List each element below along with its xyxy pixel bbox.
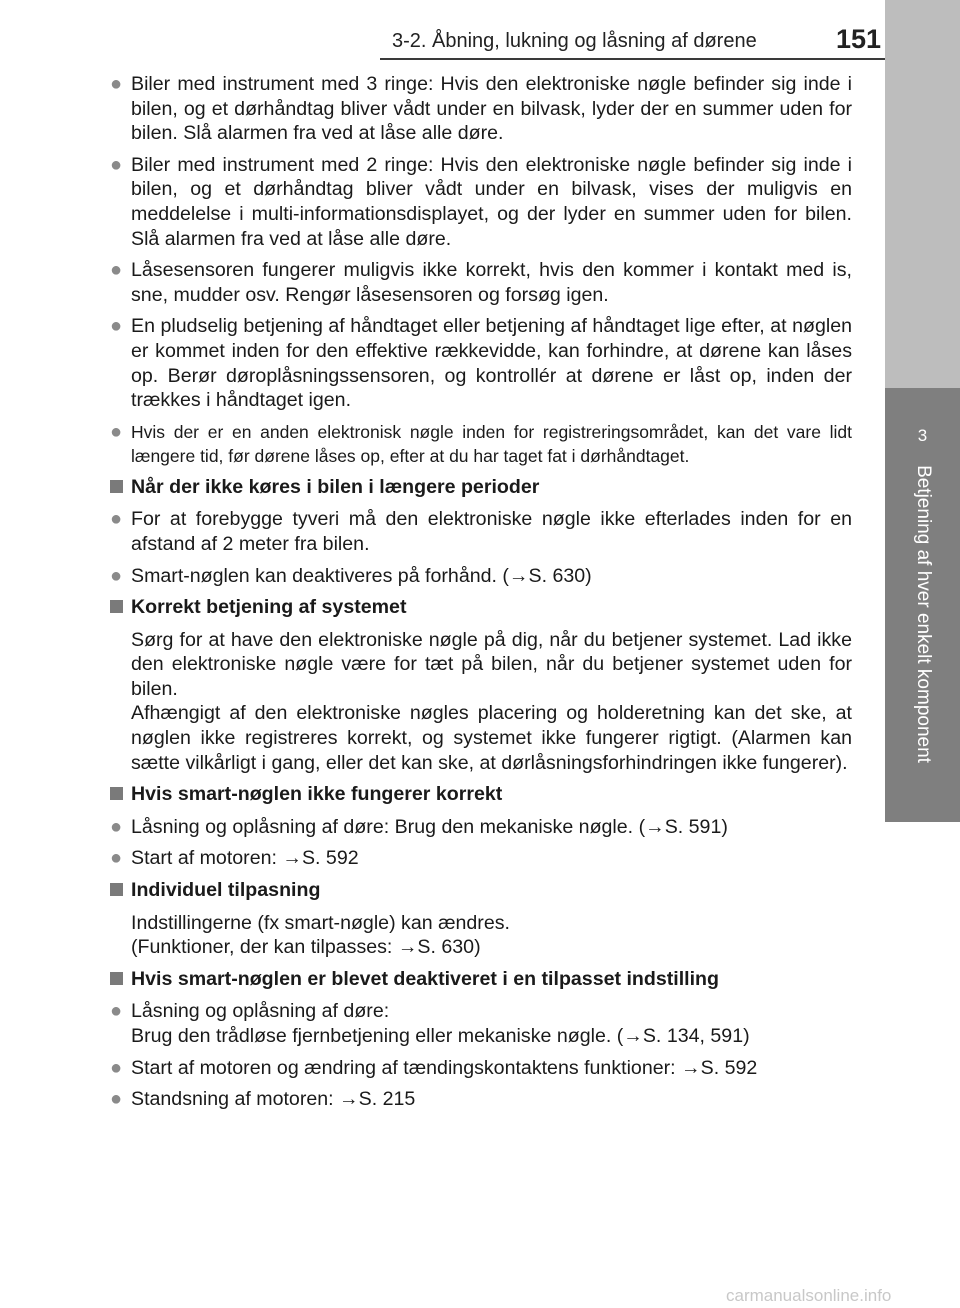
square-bullet-icon [110,883,123,896]
bullet-icon: ● [110,847,123,870]
bullet-icon: ● [110,1000,123,1023]
watermark: carmanualsonline.info [726,1286,892,1305]
bullet-icon: ● [110,508,123,531]
list-item: ● Biler med instrument med 2 ringe: Hvis den elektroniske nøgle befinder sig inde i bilen, og et dørhåndtag bliver vådt under en bilvask, vises der muligvis en meddelelse i multi-informationsdisplayet, og der lyder en summer uden for bilen. Slå alarmen fra ved at låse alle døre. [110,153,852,250]
side-tab-top [885,0,960,388]
paragraph: Indstillingerne (fx smart-nøgle) kan ændres. (Funktioner, der kan tilpasses: →S. 630) [131,911,510,959]
bullet-icon: ● [110,1088,123,1111]
side-tab [885,388,960,822]
section-heading: Hvis smart-nøglen er blevet deaktiveret i en tilpasset indstilling [108,967,852,992]
page-number: 151 [836,24,882,54]
chapter-title: 3-2. Åbning, lukning og låsning af dørene [392,30,757,52]
side-tab-title: Betjening af hver enkelt komponent [912,465,934,763]
bullet-icon: ● [110,1056,123,1079]
list-item: ● Hvis der er en anden elektronisk nøgle inden for registreringsområdet, kan det vare lidt længere tid, før dørene låses op, efter at du har taget fat i dørhåndtaget. [110,420,852,466]
square-bullet-icon [110,480,123,493]
section-heading: Når der ikke køres i bilen i længere perioder [108,475,852,500]
list-item: ● Start af motoren og ændring af tændingskontaktens funktioner: →S. 592 [110,1056,758,1079]
list-item: ● Start af motoren: →S. 592 [110,847,359,870]
list-item: ● Standsning af motoren: →S. 215 [110,1088,416,1111]
bullet-icon: ● [110,420,123,443]
square-bullet-icon [110,600,123,613]
side-tab-number: 3 [917,426,928,445]
bullet-icon: ● [110,564,123,587]
bullet-icon: ● [110,315,123,338]
list-item: ● En pludselig betjening af håndtaget eller betjening af håndtaget lige efter, at nøglen er kommet inden for den effektive rækkevidde, kan forhindre, at dørene kan låses op. Berør døroplåsningssensoren, og kontrollér at dørene er låst op, inden der trækkes i håndtaget igen. [110,315,852,412]
header-rule [380,58,885,60]
section-heading: Korrekt betjening af systemet [108,595,852,620]
page-content [108,72,852,1119]
bullet-icon: ● [110,153,123,176]
square-bullet-icon [110,972,123,985]
list-item: ● Smart-nøglen kan deaktiveres på forhånd. (→S. 630) [110,564,592,587]
bullet-icon: ● [110,73,123,95]
list-item: ● For at forebygge tyveri må den elektroniske nøgle ikke efterlades inden for en afstand af 2 meter fra bilen. [110,508,852,555]
list-item: ● Låsning og oplåsning af døre: Brug den trådløse fjernbetjening eller mekaniske nøgle. (→S. 134, 591) [110,1000,750,1047]
section-heading: Hvis smart-nøglen ikke fungerer korrekt [108,782,852,807]
square-bullet-icon [110,787,123,800]
list-item: ● Låsesensoren fungerer muligvis ikke korrekt, hvis den kommer i kontakt med is, sne, mudder osv. Rengør låsesensoren og forsøg igen. [110,259,852,306]
bullet-icon: ● [110,259,123,282]
page-header [0,0,960,62]
section-heading: Individuel tilpasning [108,878,852,903]
bullet-icon: ● [110,815,123,838]
paragraph: Sørg for at have den elektroniske nøgle på dig, når du betjener systemet. Lad ikke den elektroniske nøgle være for tæt på bilen, når du betjener systemet uden for bilen. Afhængigt af den elektroniske nøgles placering og holderetning kan det ske, at nøglen ikke registreres korrekt, og systemet ikke fungerer rigtigt. (Alarmen kan sætte vilkårligt i gang, eller det kan ske, at dørlåsningsforhindringen ikke fungerer). [131,628,852,774]
list-item: ● Biler med instrument med 3 ringe: Hvis den elektroniske nøgle befinder sig inde i bilen, og et dørhåndtag bliver vådt under en bilvask, lyder der en summer uden for bilen. Slå alarmen fra ved at låse alle døre. [110,73,852,145]
list-item: ● Låsning og oplåsning af døre: Brug den mekaniske nøgle. (→S. 591) [110,815,728,838]
